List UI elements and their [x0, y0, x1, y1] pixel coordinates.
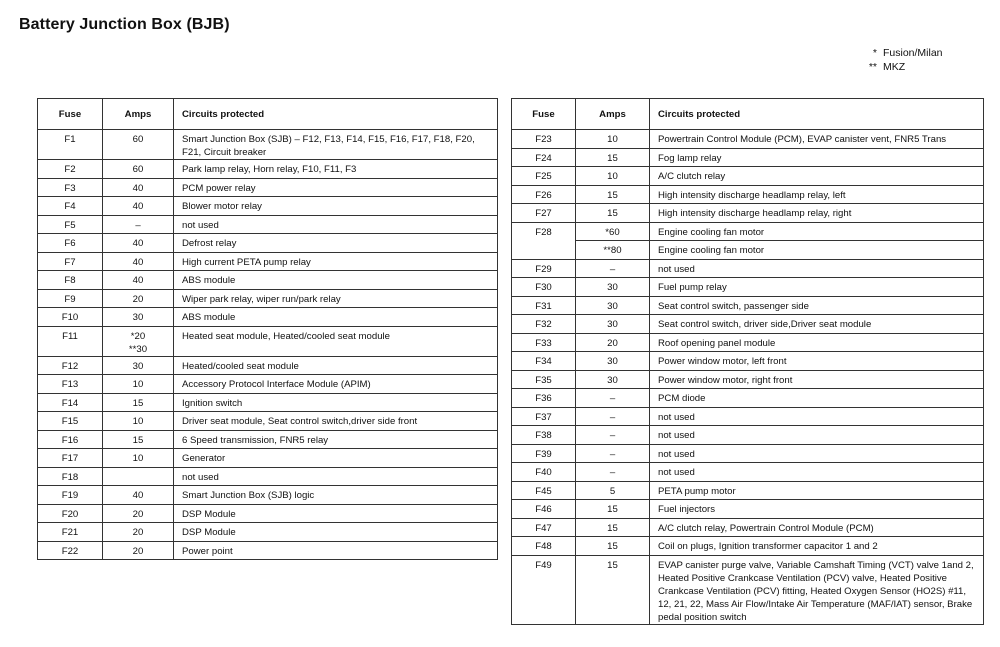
table-row [38, 215, 498, 234]
fuse-cell: F46 [512, 500, 576, 519]
circuits-cell: Heated/cooled seat module [174, 356, 498, 375]
circuits-cell: Coil on plugs, Ignition transformer capacitor 1 and 2 [650, 537, 984, 556]
fuse-cell: F48 [512, 537, 576, 556]
legend-marker: * [872, 47, 877, 59]
amps-cell [103, 430, 174, 449]
table-row [512, 315, 984, 334]
legend-marker: ** [868, 61, 877, 73]
table-row [38, 271, 498, 290]
fuse-cell: F8 [38, 271, 103, 290]
amps-cell [103, 215, 174, 234]
table-row [38, 356, 498, 375]
table-row [512, 185, 984, 204]
table-row [512, 518, 984, 537]
amps-value: 20 [607, 337, 618, 349]
fuse-cell: F27 [512, 204, 576, 223]
fuse-cell: F2 [38, 160, 103, 179]
fuse-cell: F4 [38, 197, 103, 216]
amps-value: 30 [607, 282, 618, 293]
table-row [38, 375, 498, 394]
table-row [512, 500, 984, 519]
circuits-cell: not used [650, 407, 984, 426]
amps-cell [576, 555, 650, 624]
amps-value: 30 [132, 312, 144, 323]
fuse-cell: F40 [512, 463, 576, 482]
amps-cell [103, 541, 174, 560]
amps-value: – [609, 393, 616, 404]
table-row [38, 197, 498, 216]
fuse-cell: F19 [38, 486, 103, 505]
circuits-cell: ABS module [174, 308, 498, 327]
fuse-cell: F1 [38, 130, 103, 160]
table-row [512, 481, 984, 500]
fuse-cell: F7 [38, 252, 103, 271]
amps-cell [103, 375, 174, 394]
fuse-cell: F20 [38, 504, 103, 523]
amps-cell [103, 467, 174, 486]
amps-value: 20 [132, 508, 144, 520]
amps-cell [103, 271, 174, 290]
circuits-cell: Seat control switch, passenger side [650, 296, 984, 315]
amps-value: 40 [132, 490, 144, 501]
circuits-cell: A/C clutch relay [650, 167, 984, 186]
amps-value: 40 [132, 275, 144, 286]
fuse-cell: F16 [38, 430, 103, 449]
fuse-cell: F6 [38, 234, 103, 253]
table-row [512, 352, 984, 371]
amps-cell [103, 356, 174, 375]
amps-value: 40 [132, 201, 144, 212]
fuse-cell: F37 [512, 407, 576, 426]
table-row [38, 289, 498, 308]
fuse-cell: F39 [512, 444, 576, 463]
table-row [512, 333, 984, 352]
table-row [512, 241, 984, 260]
circuits-cell: Powertrain Control Module (PCM), EVAP canister vent, FNR5 Trans [650, 130, 984, 149]
amps-cell [103, 160, 174, 179]
amps-value: 40 [132, 182, 144, 194]
circuits-cell: Driver seat module, Seat control switch,driver side front [174, 412, 498, 431]
amps-cell [576, 296, 650, 315]
fuse-cell: F33 [512, 333, 576, 352]
amps-cell [576, 481, 650, 500]
circuits-cell: EVAP canister purge valve, Variable Camshaft Timing (VCT) valve 1and 2, Heated Positive Crankcase Ventilation (PCV) valve, Heated Positive Crankcase Ventilation (PCV) fitting, Heated Oxygen Sensor (HO2S) #11, 12, 21, 22, Mass Air Flow/Intake Air Temperature (MAF/IAT) sensor, Brake pedal position switch [650, 555, 984, 624]
fuse-cell: F24 [512, 148, 576, 167]
amps-value: 15 [132, 434, 144, 446]
legend-item [862, 60, 943, 74]
amps-cell [576, 315, 650, 334]
amps-cell [576, 185, 650, 204]
amps-cell: **80 [576, 241, 650, 260]
table-row [512, 204, 984, 223]
circuits-cell: Fog lamp relay [650, 148, 984, 167]
amps-cell [103, 449, 174, 468]
amps-value-alt: **30 [128, 343, 148, 355]
amps-cell [103, 197, 174, 216]
table-header-row [512, 99, 984, 130]
circuits-cell: DSP Module [174, 523, 498, 542]
amps-cell [576, 500, 650, 519]
amps-cell [103, 393, 174, 412]
circuits-cell: High current PETA pump relay [174, 252, 498, 271]
amps-cell [576, 426, 650, 445]
amps-cell [576, 204, 650, 223]
fuse-cell: F31 [512, 296, 576, 315]
table-row [512, 555, 984, 624]
amps-cell [103, 326, 174, 356]
amps-value: – [609, 430, 616, 441]
header-amps: Amps [576, 99, 650, 130]
header-amps: Amps [103, 99, 174, 130]
amps-value: 5 [609, 485, 616, 497]
amps-cell [576, 463, 650, 482]
table-row [38, 160, 498, 179]
amps-cell [576, 130, 650, 149]
circuits-cell: not used [650, 259, 984, 278]
amps-cell [576, 148, 650, 167]
fuse-cell: F11 [38, 326, 103, 356]
fuse-cell: F45 [512, 481, 576, 500]
amps-value: 15 [607, 559, 618, 571]
circuits-cell: Engine cooling fan motor [650, 222, 984, 241]
fuse-table-right-body [512, 130, 984, 625]
amps-cell [103, 523, 174, 542]
amps-value: 30 [132, 360, 144, 372]
table-row [38, 393, 498, 412]
amps-value: – [135, 219, 141, 231]
amps-value: 30 [607, 356, 618, 367]
header-circuits: Circuits protected [650, 99, 984, 130]
circuits-cell: Roof opening panel module [650, 333, 984, 352]
circuits-cell: Heated seat module, Heated/cooled seat module [174, 326, 498, 356]
amps-value: 30 [607, 374, 618, 386]
table-row [512, 426, 984, 445]
circuits-cell: High intensity discharge headlamp relay, right [650, 204, 984, 223]
circuits-cell: Ignition switch [174, 393, 498, 412]
fuse-cell: F14 [38, 393, 103, 412]
fuse-table-left-body [38, 130, 498, 560]
circuits-cell: Smart Junction Box (SJB) logic [174, 486, 498, 505]
page-title: Battery Junction Box (BJB) [19, 16, 230, 33]
table-row [512, 296, 984, 315]
amps-value: 60 [132, 134, 144, 145]
table-row [512, 537, 984, 556]
amps-cell [576, 352, 650, 371]
amps-cell [576, 333, 650, 352]
circuits-cell: DSP Module [174, 504, 498, 523]
circuits-cell: PCM power relay [174, 178, 498, 197]
fuse-cell: F3 [38, 178, 103, 197]
circuits-cell: Power window motor, right front [650, 370, 984, 389]
circuits-cell: A/C clutch relay, Powertrain Control Module (PCM) [650, 518, 984, 537]
amps-cell [103, 486, 174, 505]
amps-cell [576, 444, 650, 463]
circuits-cell: High intensity discharge headlamp relay, left [650, 185, 984, 204]
table-row [38, 308, 498, 327]
table-row [512, 389, 984, 408]
circuits-cell: not used [650, 463, 984, 482]
amps-value: 10 [132, 453, 144, 464]
header-fuse: Fuse [512, 99, 576, 130]
table-row [512, 463, 984, 482]
amps-cell [103, 234, 174, 253]
header-circuits: Circuits protected [174, 99, 498, 130]
table-header-row [38, 99, 498, 130]
table-row [38, 467, 498, 486]
fuse-cell: F34 [512, 352, 576, 371]
amps-value: 10 [607, 134, 618, 145]
amps-cell [103, 130, 174, 160]
amps-value: 10 [132, 416, 144, 427]
fuse-cell: F26 [512, 185, 576, 204]
amps-value: 20 [132, 293, 144, 305]
amps-cell [576, 407, 650, 426]
table-row [38, 412, 498, 431]
amps-value: 15 [607, 208, 618, 219]
table-row [38, 178, 498, 197]
table-row [38, 523, 498, 542]
fuse-cell: F23 [512, 130, 576, 149]
amps-value: – [609, 448, 616, 460]
amps-cell [103, 412, 174, 431]
circuits-cell: Seat control switch, driver side,Driver seat module [650, 315, 984, 334]
fuse-cell: F15 [38, 412, 103, 431]
table-row [512, 148, 984, 167]
fuse-cell: F22 [38, 541, 103, 560]
amps-value: – [609, 411, 616, 423]
table-row [38, 449, 498, 468]
table-row [512, 444, 984, 463]
amps-value: 15 [607, 541, 618, 552]
circuits-cell: Park lamp relay, Horn relay, F10, F11, F3 [174, 160, 498, 179]
circuits-cell: ABS module [174, 271, 498, 290]
circuits-cell: not used [174, 215, 498, 234]
amps-value: 15 [132, 397, 144, 409]
amps-value: *20 [130, 330, 146, 342]
table-row [512, 130, 984, 149]
amps-cell [103, 252, 174, 271]
table-row [38, 541, 498, 560]
circuits-cell: Generator [174, 449, 498, 468]
amps-value: 10 [132, 379, 144, 390]
amps-cell [576, 278, 650, 297]
amps-value: 40 [132, 238, 144, 249]
table-row [38, 252, 498, 271]
amps-value: 15 [607, 152, 618, 164]
circuits-cell: not used [650, 426, 984, 445]
amps-cell [103, 308, 174, 327]
amps-cell [576, 518, 650, 537]
circuits-cell: not used [174, 467, 498, 486]
circuits-cell: not used [650, 444, 984, 463]
amps-cell [576, 370, 650, 389]
amps-value: 20 [132, 545, 144, 557]
fuse-cell: F29 [512, 259, 576, 278]
circuits-cell: Blower motor relay [174, 197, 498, 216]
header-fuse: Fuse [38, 99, 103, 130]
amps-value: 15 [607, 189, 618, 201]
table-row [38, 234, 498, 253]
fuse-cell: F9 [38, 289, 103, 308]
table-row [38, 486, 498, 505]
table-row [512, 222, 984, 241]
fuse-cell: F38 [512, 426, 576, 445]
circuits-cell: Power window motor, left front [650, 352, 984, 371]
fuse-cell: F35 [512, 370, 576, 389]
fuse-cell: F17 [38, 449, 103, 468]
fuse-cell: F28 [512, 222, 576, 259]
circuits-cell: Engine cooling fan motor [650, 241, 984, 260]
circuits-cell: Fuel pump relay [650, 278, 984, 297]
fuse-cell: F47 [512, 518, 576, 537]
fuse-cell: F32 [512, 315, 576, 334]
amps-value: 10 [607, 171, 618, 182]
amps-value: 15 [607, 504, 618, 515]
amps-cell [103, 504, 174, 523]
amps-value: – [609, 467, 616, 478]
amps-cell [576, 537, 650, 556]
table-row [512, 370, 984, 389]
fuse-cell: F10 [38, 308, 103, 327]
circuits-cell: Smart Junction Box (SJB) – F12, F13, F14, F15, F16, F17, F18, F20, F21, Circuit breaker [174, 130, 498, 160]
table-row [512, 278, 984, 297]
fuse-cell: F13 [38, 375, 103, 394]
table-row [38, 430, 498, 449]
circuits-cell: PCM diode [650, 389, 984, 408]
fuse-cell: F12 [38, 356, 103, 375]
amps-cell [576, 167, 650, 186]
circuits-cell: 6 Speed transmission, FNR5 relay [174, 430, 498, 449]
amps-value: – [609, 263, 616, 275]
legend-label: Fusion/Milan [883, 47, 943, 59]
fuse-cell: F25 [512, 167, 576, 186]
fuse-cell: F30 [512, 278, 576, 297]
amps-value: 60 [132, 164, 144, 175]
fuse-table-right [511, 98, 984, 625]
amps-value: 30 [607, 319, 618, 330]
amps-cell [576, 259, 650, 278]
circuits-cell: Wiper park relay, wiper run/park relay [174, 289, 498, 308]
table-row [512, 259, 984, 278]
amps-cell [103, 289, 174, 308]
legend [862, 46, 943, 74]
table-row [38, 504, 498, 523]
amps-value: 40 [132, 256, 144, 268]
table-row [38, 130, 498, 160]
circuits-cell: PETA pump motor [650, 481, 984, 500]
amps-value: 30 [607, 300, 618, 312]
table-row [512, 407, 984, 426]
amps-value: 20 [132, 527, 144, 538]
table-row [38, 326, 498, 356]
fuse-cell: F18 [38, 467, 103, 486]
amps-cell: *60 [576, 222, 650, 241]
table-row [512, 167, 984, 186]
circuits-cell: Power point [174, 541, 498, 560]
circuits-cell: Fuel injectors [650, 500, 984, 519]
fuse-cell: F36 [512, 389, 576, 408]
circuits-cell: Defrost relay [174, 234, 498, 253]
amps-value: 15 [607, 522, 618, 534]
fuse-table-left [37, 98, 498, 560]
legend-label: MKZ [883, 61, 906, 73]
fuse-cell: F49 [512, 555, 576, 624]
fuse-cell: F21 [38, 523, 103, 542]
amps-cell [576, 389, 650, 408]
legend-item [862, 46, 943, 60]
fuse-cell: F5 [38, 215, 103, 234]
circuits-cell: Accessory Protocol Interface Module (APIM) [174, 375, 498, 394]
amps-cell [103, 178, 174, 197]
